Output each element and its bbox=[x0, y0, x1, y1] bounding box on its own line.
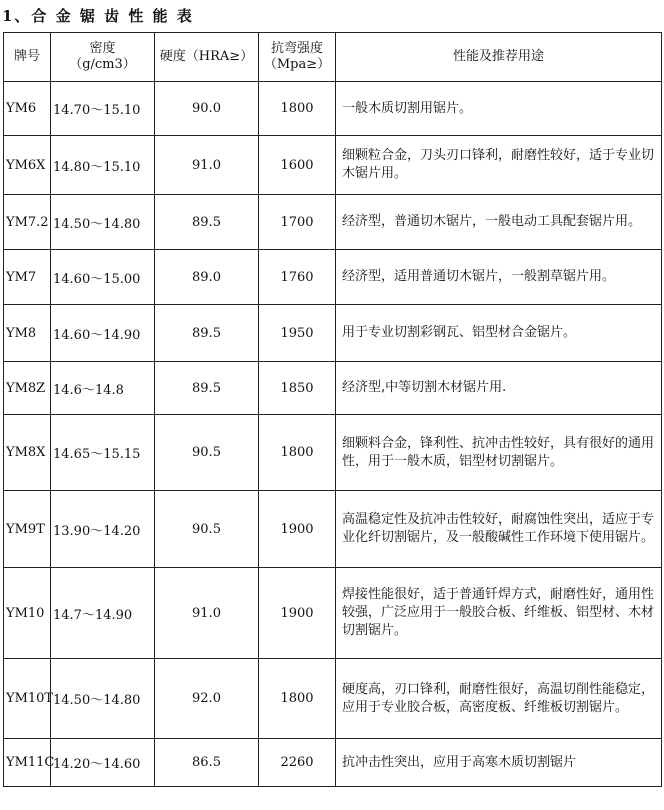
cell-density: 14.60～14.90 bbox=[51, 305, 155, 362]
cell-grade: YM8 bbox=[4, 305, 51, 362]
header-grade: 牌号 bbox=[4, 33, 51, 82]
cell-hardness: 89.5 bbox=[155, 362, 259, 415]
cell-strength: 1800 bbox=[259, 82, 336, 136]
cell-density: 14.7～14.90 bbox=[51, 568, 155, 659]
cell-grade: YM8Z bbox=[4, 362, 51, 415]
table-header-row bbox=[4, 33, 662, 82]
cell-use: 细颗料合金，锋利性、抗冲击性较好，具有很好的通用性，用于一般木质，铝型材切割锯片。 bbox=[336, 415, 662, 491]
cell-hardness: 91.0 bbox=[155, 136, 259, 195]
table-row bbox=[4, 491, 662, 568]
cell-density: 14.20～14.60 bbox=[51, 739, 155, 787]
table-row bbox=[4, 305, 662, 362]
cell-grade: YM7.2 bbox=[4, 195, 51, 250]
cell-use: 高温稳定性及抗冲击性较好，耐腐蚀性突出，适应于专业化纤切割锯片，及一般酸碱性工作环境下使用锯片。 bbox=[336, 491, 662, 568]
table-row bbox=[4, 415, 662, 491]
page-title: 1、合 金 锯 齿 性 能 表 bbox=[2, 7, 194, 25]
cell-grade: YM10T bbox=[4, 659, 51, 739]
header-hardness: 硬度（HRA≥） bbox=[155, 33, 259, 82]
cell-strength: 1600 bbox=[259, 136, 336, 195]
cell-use: 焊接性能很好，适于普通钎焊方式，耐磨性好，通用性较强，广泛应用于一般胶合板、纤维板、铝型材、木材切割锯片。 bbox=[336, 568, 662, 659]
cell-grade: YM6 bbox=[4, 82, 51, 136]
cell-density: 14.50～14.80 bbox=[51, 195, 155, 250]
cell-hardness: 86.5 bbox=[155, 739, 259, 787]
table-row bbox=[4, 568, 662, 659]
header-density-unit: （g/cm3） bbox=[69, 57, 136, 72]
cell-hardness: 90.0 bbox=[155, 82, 259, 136]
cell-strength: 1900 bbox=[259, 568, 336, 659]
table-row bbox=[4, 739, 662, 787]
cell-use: 一般木质切割用锯片。 bbox=[336, 82, 662, 136]
cell-strength: 1850 bbox=[259, 362, 336, 415]
cell-density: 14.60～15.00 bbox=[51, 250, 155, 305]
cell-strength: 1760 bbox=[259, 250, 336, 305]
cell-density: 14.65～15.15 bbox=[51, 415, 155, 491]
cell-hardness: 89.0 bbox=[155, 250, 259, 305]
cell-strength: 1800 bbox=[259, 415, 336, 491]
header-use: 性能及推荐用途 bbox=[336, 33, 662, 82]
header-density bbox=[51, 33, 155, 82]
cell-use: 经济型，普通切木锯片，一般电动工具配套锯片用。 bbox=[336, 195, 662, 250]
cell-strength: 1950 bbox=[259, 305, 336, 362]
cell-hardness: 92.0 bbox=[155, 659, 259, 739]
cell-use: 抗冲击性突出，应用于高寒木质切割锯片 bbox=[336, 739, 662, 787]
cell-strength: 1900 bbox=[259, 491, 336, 568]
table-row bbox=[4, 362, 662, 415]
table-row bbox=[4, 82, 662, 136]
cell-density: 14.6～14.8 bbox=[51, 362, 155, 415]
cell-use: 经济型，适用普通切木锯片，一般割草锯片用。 bbox=[336, 250, 662, 305]
cell-use: 细颗粒合金，刀头刃口锋利，耐磨性较好，适于专业切木锯片用。 bbox=[336, 136, 662, 195]
cell-density: 14.80～15.10 bbox=[51, 136, 155, 195]
cell-hardness: 89.5 bbox=[155, 195, 259, 250]
header-strength-unit: （Mpa≥） bbox=[263, 57, 331, 72]
cell-use: 用于专业切割彩钢瓦、铝型材合金锯片。 bbox=[336, 305, 662, 362]
cell-hardness: 91.0 bbox=[155, 568, 259, 659]
table-row bbox=[4, 659, 662, 739]
alloy-saw-tip-properties-table bbox=[3, 32, 662, 787]
cell-density: 14.50～14.80 bbox=[51, 659, 155, 739]
cell-use: 硬度高，刃口锋利，耐磨性很好，高温切削性能稳定，应用于专业胶合板，高密度板、纤维板切割锯片。 bbox=[336, 659, 662, 739]
cell-hardness: 89.5 bbox=[155, 305, 259, 362]
cell-grade: YM7 bbox=[4, 250, 51, 305]
cell-density: 13.90～14.20 bbox=[51, 491, 155, 568]
cell-grade: YM6X bbox=[4, 136, 51, 195]
header-strength-label: 抗弯强度 bbox=[270, 41, 323, 56]
header-strength bbox=[259, 33, 336, 82]
cell-hardness: 90.5 bbox=[155, 491, 259, 568]
table-row bbox=[4, 136, 662, 195]
cell-strength: 1700 bbox=[259, 195, 336, 250]
header-density-label: 密度 bbox=[89, 41, 116, 56]
cell-use: 经济型,中等切割木材锯片用. bbox=[336, 362, 662, 415]
table-row bbox=[4, 195, 662, 250]
cell-density: 14.70～15.10 bbox=[51, 82, 155, 136]
cell-strength: 1800 bbox=[259, 659, 336, 739]
cell-grade: YM9T bbox=[4, 491, 51, 568]
cell-grade: YM11C bbox=[4, 739, 51, 787]
cell-hardness: 90.5 bbox=[155, 415, 259, 491]
table-row bbox=[4, 250, 662, 305]
cell-strength: 2260 bbox=[259, 739, 336, 787]
cell-grade: YM8X bbox=[4, 415, 51, 491]
cell-grade: YM10 bbox=[4, 568, 51, 659]
